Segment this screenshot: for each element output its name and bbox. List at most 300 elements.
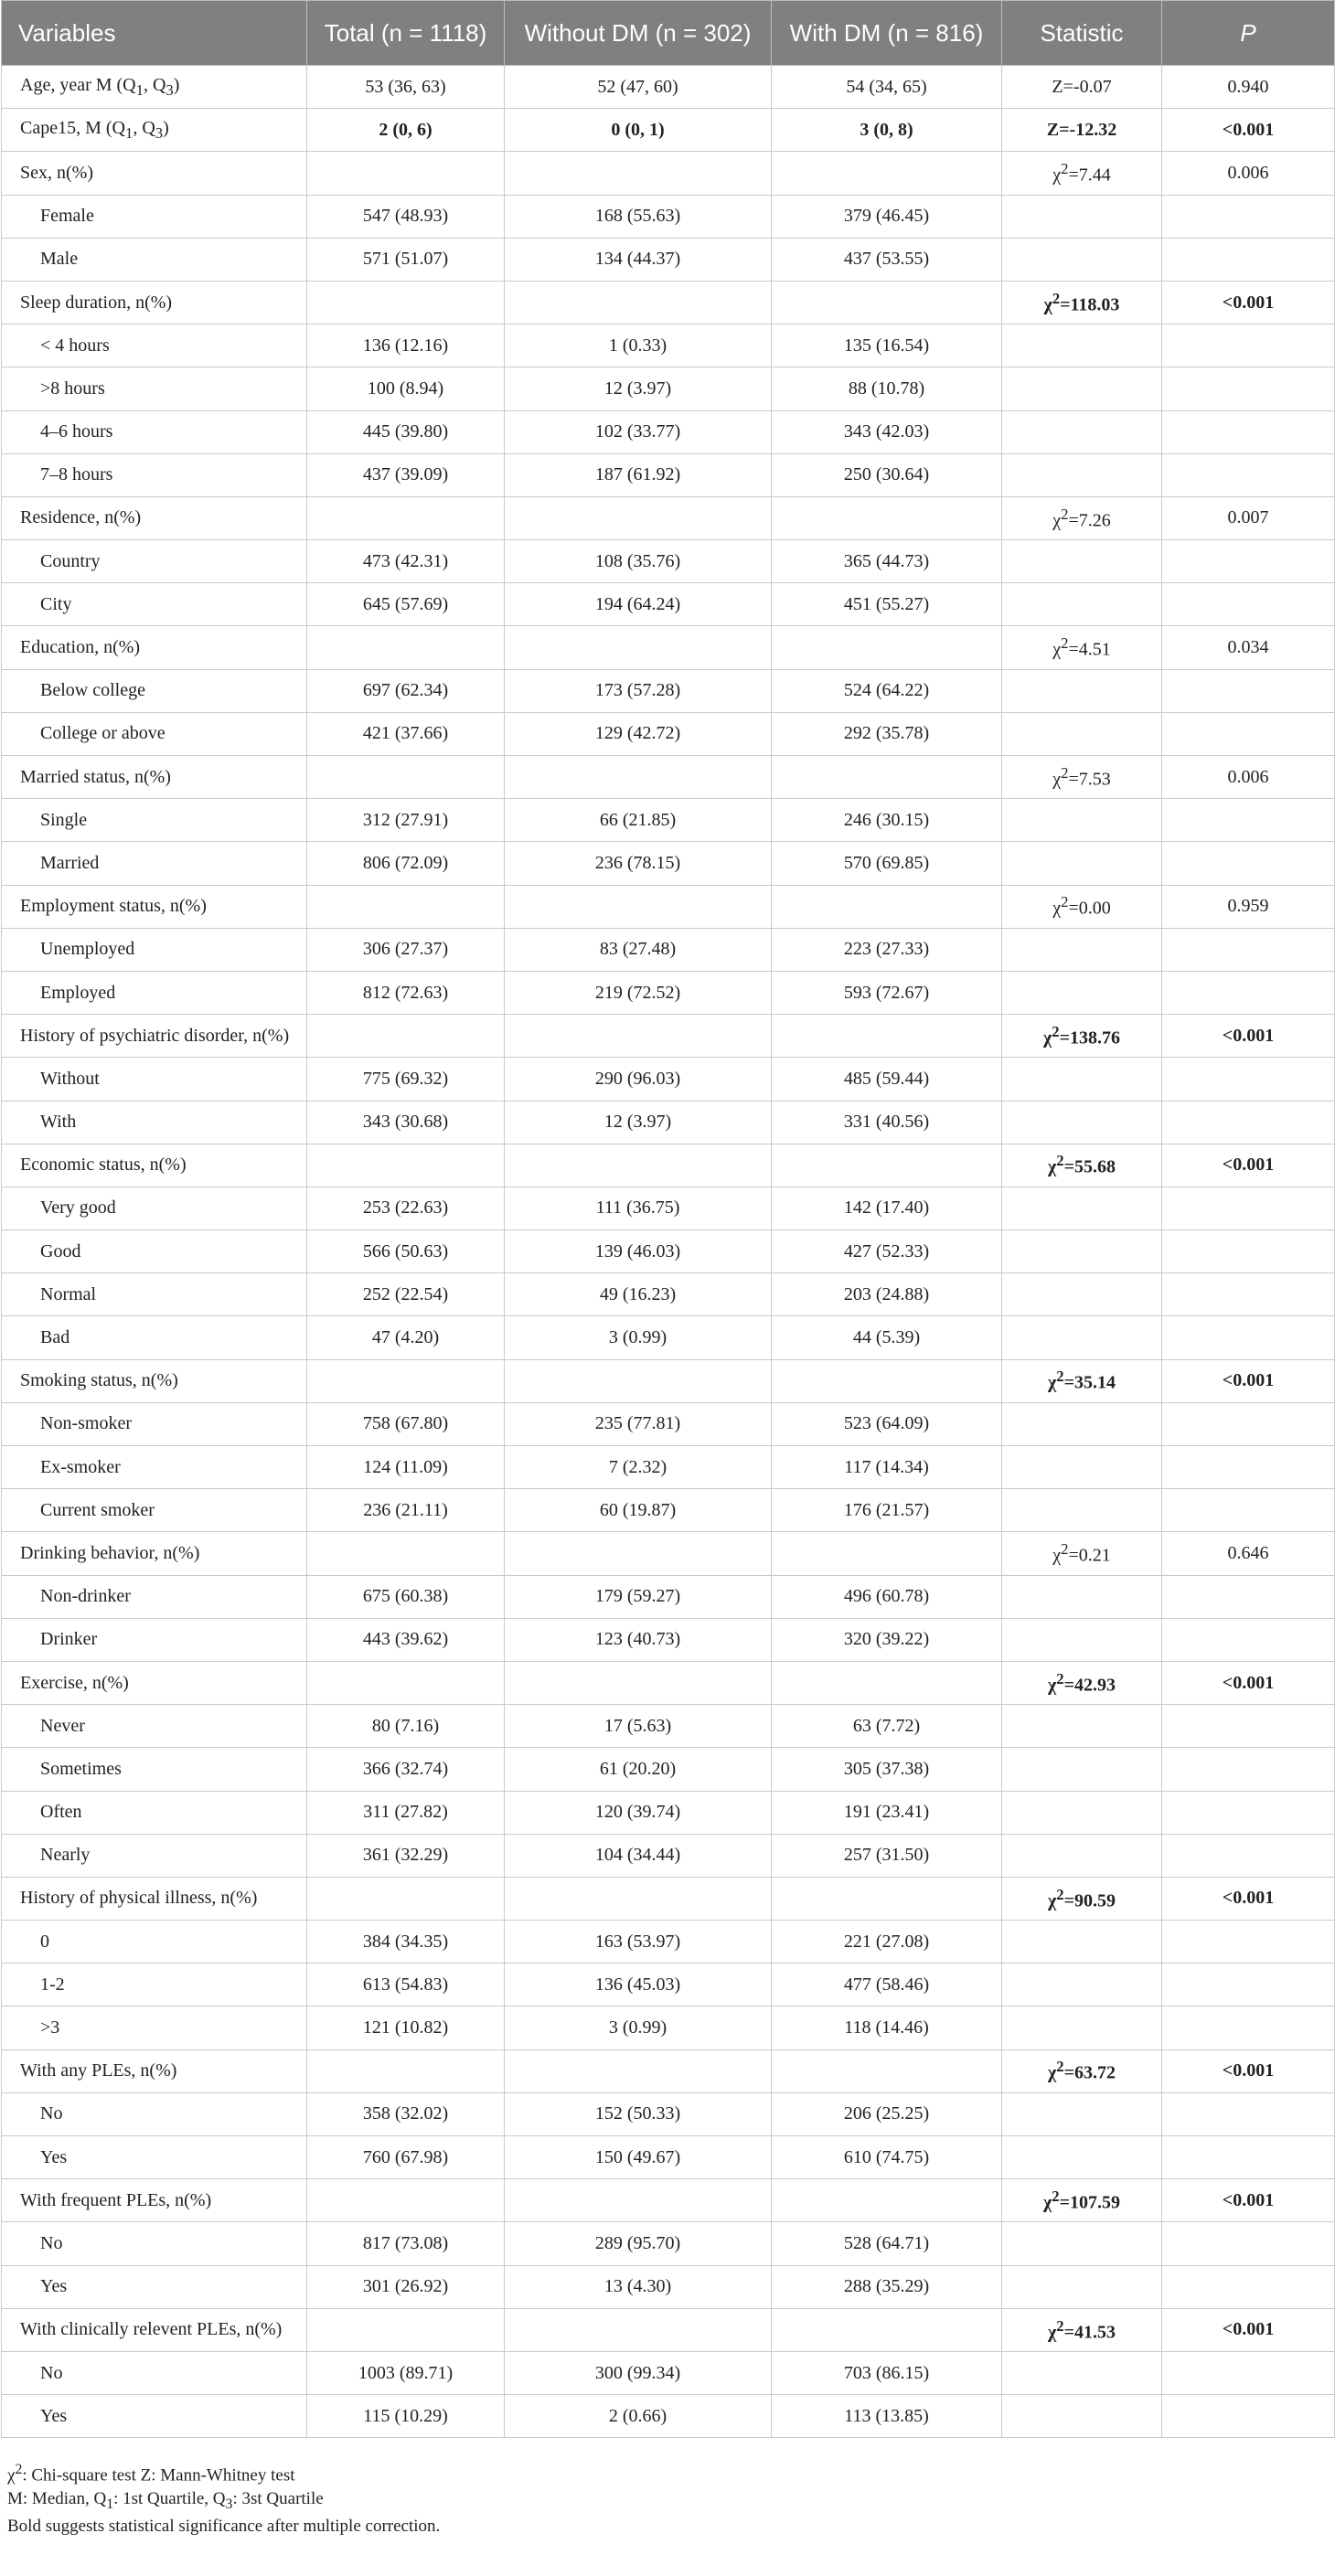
cell-total (307, 2049, 505, 2092)
cell-without-dm: 12 (3.97) (505, 367, 772, 410)
cell-without-dm (505, 1144, 772, 1187)
cell-total: 306 (27.37) (307, 928, 505, 971)
cell-with-dm: 292 (35.78) (772, 712, 1002, 755)
table-row (2, 238, 1335, 281)
cell-total (307, 2179, 505, 2222)
cell-with-dm: 485 (59.44) (772, 1058, 1002, 1101)
cell-with-dm: 427 (52.33) (772, 1230, 1002, 1273)
table-row (2, 410, 1335, 453)
table-row (2, 1144, 1335, 1187)
footnote-tests: $\chi^2$: Chi-square test Z: Mann-Whitney test (7, 2462, 295, 2486)
cell-statistic (1002, 799, 1162, 842)
cell-without-dm: 83 (27.48) (505, 928, 772, 971)
cell-statistic (1002, 1402, 1162, 1445)
table-row (2, 2179, 1335, 2222)
cell-without-dm: 235 (77.81) (505, 1402, 772, 1445)
cell-with-dm: 3 (0, 8) (772, 109, 1002, 152)
cell-with-dm: 176 (21.57) (772, 1489, 1002, 1532)
cell-without-dm: 290 (96.03) (505, 1058, 772, 1101)
cell-p-value (1162, 1618, 1335, 1661)
table-row (2, 2049, 1335, 2092)
cell-variable: Current smoker (2, 1489, 307, 1532)
cell-total: 758 (67.80) (307, 1402, 505, 1445)
cell-p-value: <0.001 (1162, 2308, 1335, 2351)
cell-variable: Non-drinker (2, 1575, 307, 1618)
table-row (2, 1618, 1335, 1661)
cell-without-dm: 52 (47, 60) (505, 66, 772, 109)
table-row (2, 1791, 1335, 1834)
cell-total (307, 281, 505, 324)
footnote-median: M: Median, $Q_1$: 1st Quartile, $Q_3$: 3st Quartile (7, 2488, 324, 2512)
cell-with-dm: 528 (64.71) (772, 2222, 1002, 2265)
cell-p-value: <0.001 (1162, 2049, 1335, 2092)
table-row (2, 1575, 1335, 1618)
cell-variable: Unemployed (2, 928, 307, 971)
cell-variable: Residence, n(%) (2, 496, 307, 539)
cell-with-dm (772, 1877, 1002, 1920)
cell-total: 358 (32.02) (307, 2092, 505, 2135)
cell-p-value (1162, 1705, 1335, 1748)
cell-p-value (1162, 669, 1335, 712)
cell-without-dm (505, 1532, 772, 1575)
cell-statistic (1002, 540, 1162, 583)
table-row (2, 367, 1335, 410)
cell-p-value: <0.001 (1162, 281, 1335, 324)
cell-variable: No (2, 2092, 307, 2135)
cell-statistic (1002, 669, 1162, 712)
cell-p-value (1162, 971, 1335, 1014)
cell-variable: >8 hours (2, 367, 307, 410)
cell-p-value (1162, 2395, 1335, 2438)
cell-total: 366 (32.74) (307, 1748, 505, 1791)
cell-statistic (1002, 583, 1162, 626)
cell-variable: Drinker (2, 1618, 307, 1661)
cell-p-value (1162, 2007, 1335, 2049)
cell-p-value (1162, 2222, 1335, 2265)
cell-statistic (1002, 1964, 1162, 2007)
cell-statistic (1002, 1748, 1162, 1791)
cell-p-value (1162, 238, 1335, 281)
cell-statistic (1002, 410, 1162, 453)
cell-total: 437 (39.09) (307, 453, 505, 496)
cell-variable: History of physical illness, n(%) (2, 1877, 307, 1920)
cell-with-dm (772, 1661, 1002, 1704)
cell-variable: Exercise, n(%) (2, 1661, 307, 1704)
cell-without-dm: 168 (55.63) (505, 195, 772, 238)
cell-without-dm: 2 (0.66) (505, 2395, 772, 2438)
cell-p-value (1162, 2351, 1335, 2394)
cell-variable: 1-2 (2, 1964, 307, 2007)
cell-statistic: $\chi^2=138.76$ (1002, 1015, 1162, 1058)
table-row (2, 325, 1335, 367)
cell-without-dm: 0 (0, 1) (505, 109, 772, 152)
cell-variable: Yes (2, 2136, 307, 2179)
cell-without-dm: 104 (34.44) (505, 1834, 772, 1877)
cell-variable: Female (2, 195, 307, 238)
cell-variable: Sex, n(%) (2, 152, 307, 195)
cell-variable: Employed (2, 971, 307, 1014)
cell-without-dm: 187 (61.92) (505, 453, 772, 496)
cell-with-dm: 496 (60.78) (772, 1575, 1002, 1618)
table-row (2, 109, 1335, 152)
cell-variable: Sleep duration, n(%) (2, 281, 307, 324)
cell-with-dm: 477 (58.46) (772, 1964, 1002, 2007)
cell-variable: Below college (2, 669, 307, 712)
cell-with-dm: 524 (64.22) (772, 669, 1002, 712)
cell-total (307, 1877, 505, 1920)
table-row (2, 2265, 1335, 2308)
cell-total: 473 (42.31) (307, 540, 505, 583)
cell-with-dm: 593 (72.67) (772, 971, 1002, 1014)
cell-p-value (1162, 928, 1335, 971)
cell-statistic (1002, 2007, 1162, 2049)
cell-with-dm (772, 1359, 1002, 1402)
header-total: Total (n = 1118) (307, 1, 505, 66)
cell-p-value: 0.646 (1162, 1532, 1335, 1575)
cell-p-value (1162, 1964, 1335, 2007)
table-row (2, 2136, 1335, 2179)
table-row (2, 1834, 1335, 1877)
cell-with-dm: 610 (74.75) (772, 2136, 1002, 2179)
cell-p-value: <0.001 (1162, 2179, 1335, 2222)
cell-without-dm: 17 (5.63) (505, 1705, 772, 1748)
cell-statistic: $\chi^2=35.14$ (1002, 1359, 1162, 1402)
table-row (2, 1316, 1335, 1359)
cell-p-value: <0.001 (1162, 1144, 1335, 1187)
table-row (2, 496, 1335, 539)
cell-statistic: $\chi^2=63.72$ (1002, 2049, 1162, 2092)
cell-statistic (1002, 238, 1162, 281)
cell-p-value (1162, 1187, 1335, 1229)
table-row (2, 928, 1335, 971)
cell-with-dm: 142 (17.40) (772, 1187, 1002, 1229)
cell-with-dm: 365 (44.73) (772, 540, 1002, 583)
cell-total (307, 1661, 505, 1704)
table-row (2, 66, 1335, 109)
cell-variable: Smoking status, n(%) (2, 1359, 307, 1402)
cell-statistic: $\chi^2=90.59$ (1002, 1877, 1162, 1920)
cell-p-value (1162, 712, 1335, 755)
cell-with-dm (772, 756, 1002, 799)
cell-total: 697 (62.34) (307, 669, 505, 712)
cell-p-value (1162, 1575, 1335, 1618)
cell-statistic (1002, 1316, 1162, 1359)
cell-with-dm (772, 496, 1002, 539)
cell-total: 547 (48.93) (307, 195, 505, 238)
cell-p-value: <0.001 (1162, 109, 1335, 152)
cell-with-dm: 437 (53.55) (772, 238, 1002, 281)
header-without-dm: Without DM (n = 302) (505, 1, 772, 66)
table-row (2, 2351, 1335, 2394)
cell-without-dm: 194 (64.24) (505, 583, 772, 626)
cell-with-dm: 703 (86.15) (772, 2351, 1002, 2394)
cell-with-dm: 54 (34, 65) (772, 66, 1002, 109)
cell-statistic: $\chi^2=0.21$ (1002, 1532, 1162, 1575)
cell-p-value: 0.006 (1162, 756, 1335, 799)
cell-with-dm (772, 2179, 1002, 2222)
cell-total: 571 (51.07) (307, 238, 505, 281)
cell-without-dm (505, 1661, 772, 1704)
table-row (2, 1877, 1335, 1920)
cell-without-dm: 49 (16.23) (505, 1273, 772, 1316)
cell-with-dm (772, 1015, 1002, 1058)
cell-with-dm: 118 (14.46) (772, 2007, 1002, 2049)
footnote-bold: Bold suggests statistical significance after multiple correction. (7, 2517, 441, 2537)
cell-statistic: $\chi^2=7.44$ (1002, 152, 1162, 195)
table-row (2, 2222, 1335, 2265)
cell-with-dm (772, 1532, 1002, 1575)
cell-variable: Single (2, 799, 307, 842)
cell-without-dm: 13 (4.30) (505, 2265, 772, 2308)
cell-statistic (1002, 453, 1162, 496)
cell-total: 384 (34.35) (307, 1921, 505, 1964)
cell-total: 136 (12.16) (307, 325, 505, 367)
cell-without-dm: 236 (78.15) (505, 842, 772, 885)
cell-variable: Education, n(%) (2, 626, 307, 669)
cell-statistic: $\chi^2=55.68$ (1002, 1144, 1162, 1187)
cell-without-dm: 120 (39.74) (505, 1791, 772, 1834)
table-row (2, 1230, 1335, 1273)
table-row (2, 453, 1335, 496)
cell-statistic: $\chi^2=7.53$ (1002, 756, 1162, 799)
cell-p-value (1162, 1273, 1335, 1316)
cell-total (307, 1015, 505, 1058)
cell-without-dm (505, 1359, 772, 1402)
cell-without-dm: 102 (33.77) (505, 410, 772, 453)
cell-statistic (1002, 1101, 1162, 1144)
cell-with-dm: 250 (30.64) (772, 453, 1002, 496)
cell-without-dm: 12 (3.97) (505, 1101, 772, 1144)
cell-total: 2 (0, 6) (307, 109, 505, 152)
cell-total: 124 (11.09) (307, 1446, 505, 1489)
table-row (2, 669, 1335, 712)
cell-p-value (1162, 1446, 1335, 1489)
cell-p-value (1162, 2265, 1335, 2308)
cell-total: 566 (50.63) (307, 1230, 505, 1273)
cell-variable: With frequent PLEs, n(%) (2, 2179, 307, 2222)
cell-p-value: 0.006 (1162, 152, 1335, 195)
cell-statistic (1002, 2222, 1162, 2265)
cell-p-value (1162, 1834, 1335, 1877)
cell-statistic (1002, 367, 1162, 410)
table-row (2, 842, 1335, 885)
cell-variable: City (2, 583, 307, 626)
cell-p-value (1162, 583, 1335, 626)
cell-statistic (1002, 1230, 1162, 1273)
cell-p-value (1162, 1489, 1335, 1532)
cell-without-dm: 289 (95.70) (505, 2222, 772, 2265)
header-statistic: Statistic (1002, 1, 1162, 66)
cell-with-dm (772, 626, 1002, 669)
header-variables: Variables (2, 1, 307, 66)
table-row (2, 1101, 1335, 1144)
table-row (2, 2092, 1335, 2135)
table-row (2, 885, 1335, 928)
cell-variable: Married status, n(%) (2, 756, 307, 799)
table-row (2, 540, 1335, 583)
cell-without-dm: 129 (42.72) (505, 712, 772, 755)
cell-without-dm: 300 (99.34) (505, 2351, 772, 2394)
cell-variable: College or above (2, 712, 307, 755)
cell-statistic (1002, 325, 1162, 367)
cell-variable: >3 (2, 2007, 307, 2049)
cell-total (307, 885, 505, 928)
cell-without-dm (505, 626, 772, 669)
cell-statistic (1002, 2092, 1162, 2135)
table-row (2, 1058, 1335, 1101)
cell-variable: Employment status, n(%) (2, 885, 307, 928)
cell-variable: Non-smoker (2, 1402, 307, 1445)
cell-with-dm: 223 (27.33) (772, 928, 1002, 971)
cell-statistic (1002, 1187, 1162, 1229)
cell-with-dm: 135 (16.54) (772, 325, 1002, 367)
cell-variable: Drinking behavior, n(%) (2, 1532, 307, 1575)
cell-with-dm: 331 (40.56) (772, 1101, 1002, 1144)
cell-statistic (1002, 1575, 1162, 1618)
table-row (2, 1273, 1335, 1316)
cell-without-dm (505, 1877, 772, 1920)
cell-total (307, 1144, 505, 1187)
cell-total (307, 756, 505, 799)
cell-variable: Never (2, 1705, 307, 1748)
cell-p-value: <0.001 (1162, 1661, 1335, 1704)
cell-without-dm: 150 (49.67) (505, 2136, 772, 2179)
cell-statistic (1002, 1921, 1162, 1964)
cell-statistic (1002, 1273, 1162, 1316)
cell-total (307, 1532, 505, 1575)
cell-with-dm: 379 (46.45) (772, 195, 1002, 238)
cell-without-dm: 111 (36.75) (505, 1187, 772, 1229)
cell-variable: Married (2, 842, 307, 885)
cell-total: 1003 (89.71) (307, 2351, 505, 2394)
cell-p-value: 0.007 (1162, 496, 1335, 539)
cell-p-value: 0.940 (1162, 66, 1335, 109)
cell-total: 312 (27.91) (307, 799, 505, 842)
cell-p-value (1162, 2092, 1335, 2135)
cell-with-dm: 206 (25.25) (772, 2092, 1002, 2135)
cell-statistic: $\chi^2=41.53$ (1002, 2308, 1162, 2351)
cell-without-dm: 3 (0.99) (505, 1316, 772, 1359)
cell-with-dm: 203 (24.88) (772, 1273, 1002, 1316)
cell-total: 361 (32.29) (307, 1834, 505, 1877)
cell-without-dm: 139 (46.03) (505, 1230, 772, 1273)
cell-statistic (1002, 2265, 1162, 2308)
header-row (2, 1, 1335, 66)
cell-with-dm (772, 1144, 1002, 1187)
table-header (2, 1, 1335, 66)
cell-total: 675 (60.38) (307, 1575, 505, 1618)
cell-total: 301 (26.92) (307, 2265, 505, 2308)
cell-without-dm: 66 (21.85) (505, 799, 772, 842)
cell-with-dm: 320 (39.22) (772, 1618, 1002, 1661)
cell-without-dm (505, 2179, 772, 2222)
cell-variable: No (2, 2222, 307, 2265)
cell-p-value: <0.001 (1162, 1877, 1335, 1920)
cell-total: 613 (54.83) (307, 1964, 505, 2007)
cell-without-dm: 123 (40.73) (505, 1618, 772, 1661)
cell-without-dm (505, 281, 772, 324)
cell-without-dm (505, 756, 772, 799)
table-row (2, 1921, 1335, 1964)
cell-without-dm: 134 (44.37) (505, 238, 772, 281)
table-row (2, 1187, 1335, 1229)
table-row (2, 2395, 1335, 2438)
cell-total: 421 (37.66) (307, 712, 505, 755)
cell-p-value: 0.959 (1162, 885, 1335, 928)
cell-total: 80 (7.16) (307, 1705, 505, 1748)
table-row (2, 712, 1335, 755)
cell-without-dm (505, 2049, 772, 2092)
cell-variable: Sometimes (2, 1748, 307, 1791)
cell-total: 445 (39.80) (307, 410, 505, 453)
cell-p-value (1162, 410, 1335, 453)
cell-with-dm: 246 (30.15) (772, 799, 1002, 842)
cell-without-dm: 173 (57.28) (505, 669, 772, 712)
cell-without-dm: 60 (19.87) (505, 1489, 772, 1532)
table-row (2, 1015, 1335, 1058)
cell-variable: Nearly (2, 1834, 307, 1877)
cell-with-dm: 305 (37.38) (772, 1748, 1002, 1791)
table-row (2, 971, 1335, 1014)
cell-total (307, 496, 505, 539)
cell-statistic (1002, 1489, 1162, 1532)
cell-variable: Normal (2, 1273, 307, 1316)
cell-p-value (1162, 1316, 1335, 1359)
table-row (2, 1446, 1335, 1489)
cell-with-dm: 288 (35.29) (772, 2265, 1002, 2308)
cell-statistic: $\chi^2=42.93$ (1002, 1661, 1162, 1704)
cell-p-value (1162, 1101, 1335, 1144)
cell-statistic (1002, 1446, 1162, 1489)
cell-variable: Bad (2, 1316, 307, 1359)
cell-statistic (1002, 712, 1162, 755)
cell-total: 775 (69.32) (307, 1058, 505, 1101)
table-row (2, 1964, 1335, 2007)
table-row (2, 583, 1335, 626)
cell-statistic (1002, 2136, 1162, 2179)
cell-with-dm: 88 (10.78) (772, 367, 1002, 410)
cell-total (307, 152, 505, 195)
cell-without-dm: 219 (72.52) (505, 971, 772, 1014)
cell-statistic (1002, 971, 1162, 1014)
cell-with-dm: 63 (7.72) (772, 1705, 1002, 1748)
header-with-dm: With DM (n = 816) (772, 1, 1002, 66)
cell-with-dm: 44 (5.39) (772, 1316, 1002, 1359)
cell-without-dm: 1 (0.33) (505, 325, 772, 367)
cell-statistic: $\chi^2=4.51$ (1002, 626, 1162, 669)
cell-variable: Without (2, 1058, 307, 1101)
cell-variable: With any PLEs, n(%) (2, 2049, 307, 2092)
cell-total: 100 (8.94) (307, 367, 505, 410)
cell-statistic: $\chi^2=107.59$ (1002, 2179, 1162, 2222)
cell-total: 121 (10.82) (307, 2007, 505, 2049)
cell-p-value (1162, 540, 1335, 583)
cell-without-dm: 136 (45.03) (505, 1964, 772, 2007)
cell-p-value: <0.001 (1162, 1359, 1335, 1402)
characteristics-table (1, 0, 1335, 2438)
cell-p-value (1162, 1058, 1335, 1101)
table-row (2, 1705, 1335, 1748)
cell-with-dm: 221 (27.08) (772, 1921, 1002, 1964)
cell-with-dm: 191 (23.41) (772, 1791, 1002, 1834)
cell-variable: Yes (2, 2265, 307, 2308)
cell-statistic: Z=-0.07 (1002, 66, 1162, 109)
cell-without-dm: 108 (35.76) (505, 540, 772, 583)
cell-total: 343 (30.68) (307, 1101, 505, 1144)
cell-variable: No (2, 2351, 307, 2394)
table-row (2, 152, 1335, 195)
cell-with-dm (772, 281, 1002, 324)
